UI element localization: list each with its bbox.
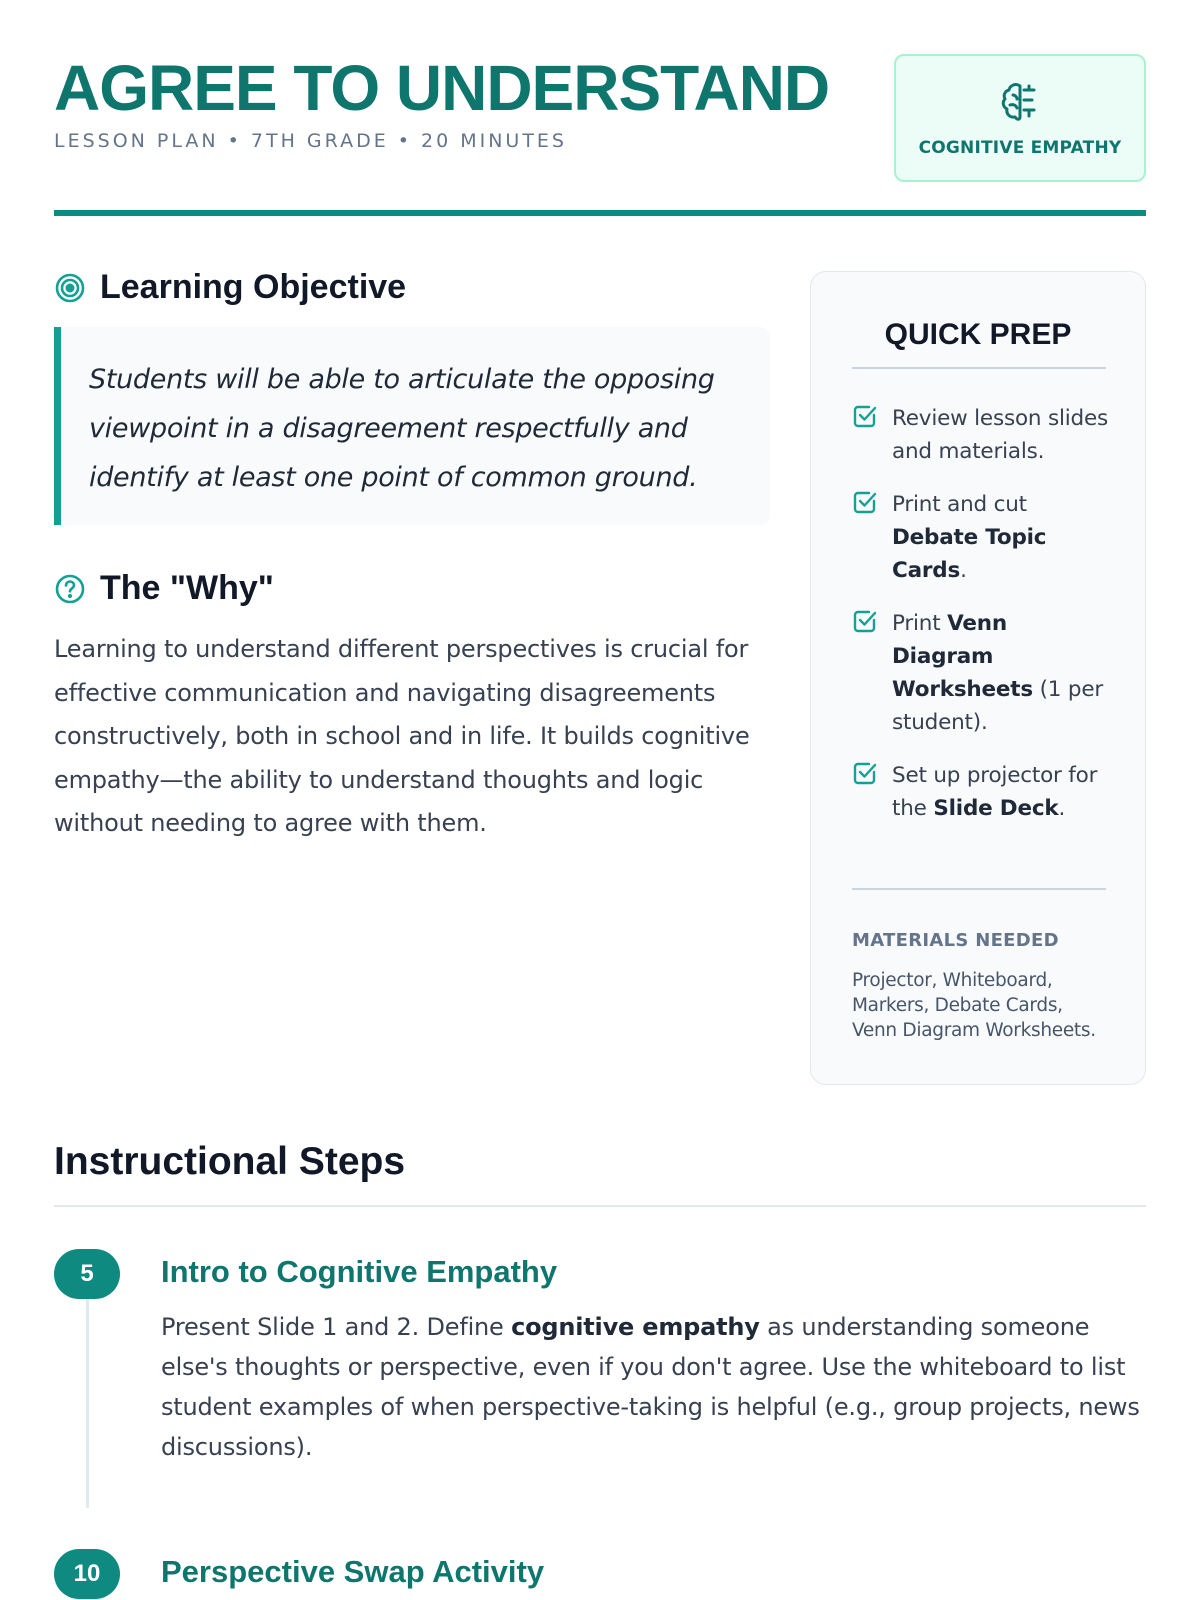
- quick-prep-list: [852, 402, 1112, 845]
- checklist-item: [852, 607, 1112, 739]
- materials-label: MATERIALS NEEDED: [852, 930, 1059, 951]
- text-run: (1 per student).: [892, 677, 1104, 735]
- text-run: as understanding someone else's thoughts or perspective, even if you don't agree. Use the whiteboard to list student examples of when perspective-taking is helpful (e.g., group projects, news discussions).: [161, 1313, 1140, 1461]
- text-run: Print and cut: [892, 492, 1027, 517]
- text-run: Review lesson slides and materials.: [892, 406, 1108, 464]
- checklist-item-text: [892, 759, 1112, 825]
- text-run: Print: [892, 611, 948, 636]
- text-run: .: [960, 558, 967, 583]
- page-subtitle: LESSON PLAN • 7TH GRADE • 20 MINUTES: [54, 130, 567, 152]
- steps-divider: [54, 1205, 1146, 1207]
- checklist-item-text: [892, 402, 1112, 468]
- header-divider: [54, 210, 1146, 216]
- text-run: Set up projector for the: [892, 763, 1098, 821]
- lesson-plan-page: [54, 0, 1146, 1589]
- badge-label: COGNITIVE EMPATHY: [918, 138, 1122, 158]
- why-heading: [54, 569, 770, 608]
- checklist-item: [852, 488, 1112, 587]
- objective-heading-text: Learning Objective: [100, 268, 407, 306]
- emphasis-text: cognitive empathy: [511, 1313, 760, 1341]
- materials-divider: [852, 888, 1106, 890]
- checkbox-icon: [852, 489, 878, 515]
- emphasis-text: Slide Deck: [933, 796, 1059, 821]
- steps-title: Instructional Steps: [54, 1140, 406, 1183]
- quick-prep-divider: [852, 367, 1106, 369]
- main-column: [54, 268, 770, 846]
- page-title: AGREE TO UNDERSTAND: [54, 52, 830, 124]
- steps-timeline: [86, 1294, 89, 1508]
- quick-prep-card: [810, 271, 1146, 1085]
- why-heading-text: The "Why": [100, 569, 274, 607]
- step-title: Intro to Cognitive Empathy: [161, 1254, 558, 1289]
- header: [54, 0, 1146, 220]
- quick-prep-title: QUICK PREP: [884, 318, 1072, 351]
- checkbox-icon: [852, 760, 878, 786]
- why-text: Learning to understand different perspectives is crucial for effective communication and navigating disagreements constructively, both in school and in life. It builds cognitive empathy—the ability to understand thoughts and logic without needing to agree with them.: [54, 635, 750, 837]
- target-icon: [54, 272, 86, 304]
- checklist-item-text: [892, 607, 1112, 739]
- emphasis-text: Debate Topic Cards: [892, 525, 1047, 583]
- text-run: Present Slide 1 and 2. Define: [161, 1313, 512, 1341]
- checklist-item-text: [892, 488, 1112, 587]
- step-description: [161, 1307, 1146, 1467]
- objective-text: Students will be able to articulate the opposing viewpoint in a disagreement respectfully and identify at least one point of common ground.: [89, 364, 715, 493]
- step-title: Perspective Swap Activity: [161, 1554, 545, 1589]
- checklist-item: [852, 759, 1112, 825]
- materials-text: Projector, Whiteboard, Markers, Debate Cards, Venn Diagram Worksheets.: [852, 970, 1096, 1041]
- topic-badge: [894, 54, 1146, 182]
- step-minutes-badge: 5: [54, 1249, 120, 1299]
- brain-icon: [996, 78, 1046, 128]
- objective-callout: [54, 327, 770, 525]
- question-circle-icon: [54, 573, 86, 605]
- text-run: .: [1058, 796, 1066, 821]
- step-minutes-badge: 10: [54, 1549, 120, 1599]
- checklist-item: [852, 402, 1112, 468]
- checkbox-icon: [852, 403, 878, 429]
- checkbox-icon: [852, 608, 878, 634]
- objective-heading: [54, 268, 770, 307]
- emphasis-text: Venn Diagram Worksheets: [892, 611, 1033, 702]
